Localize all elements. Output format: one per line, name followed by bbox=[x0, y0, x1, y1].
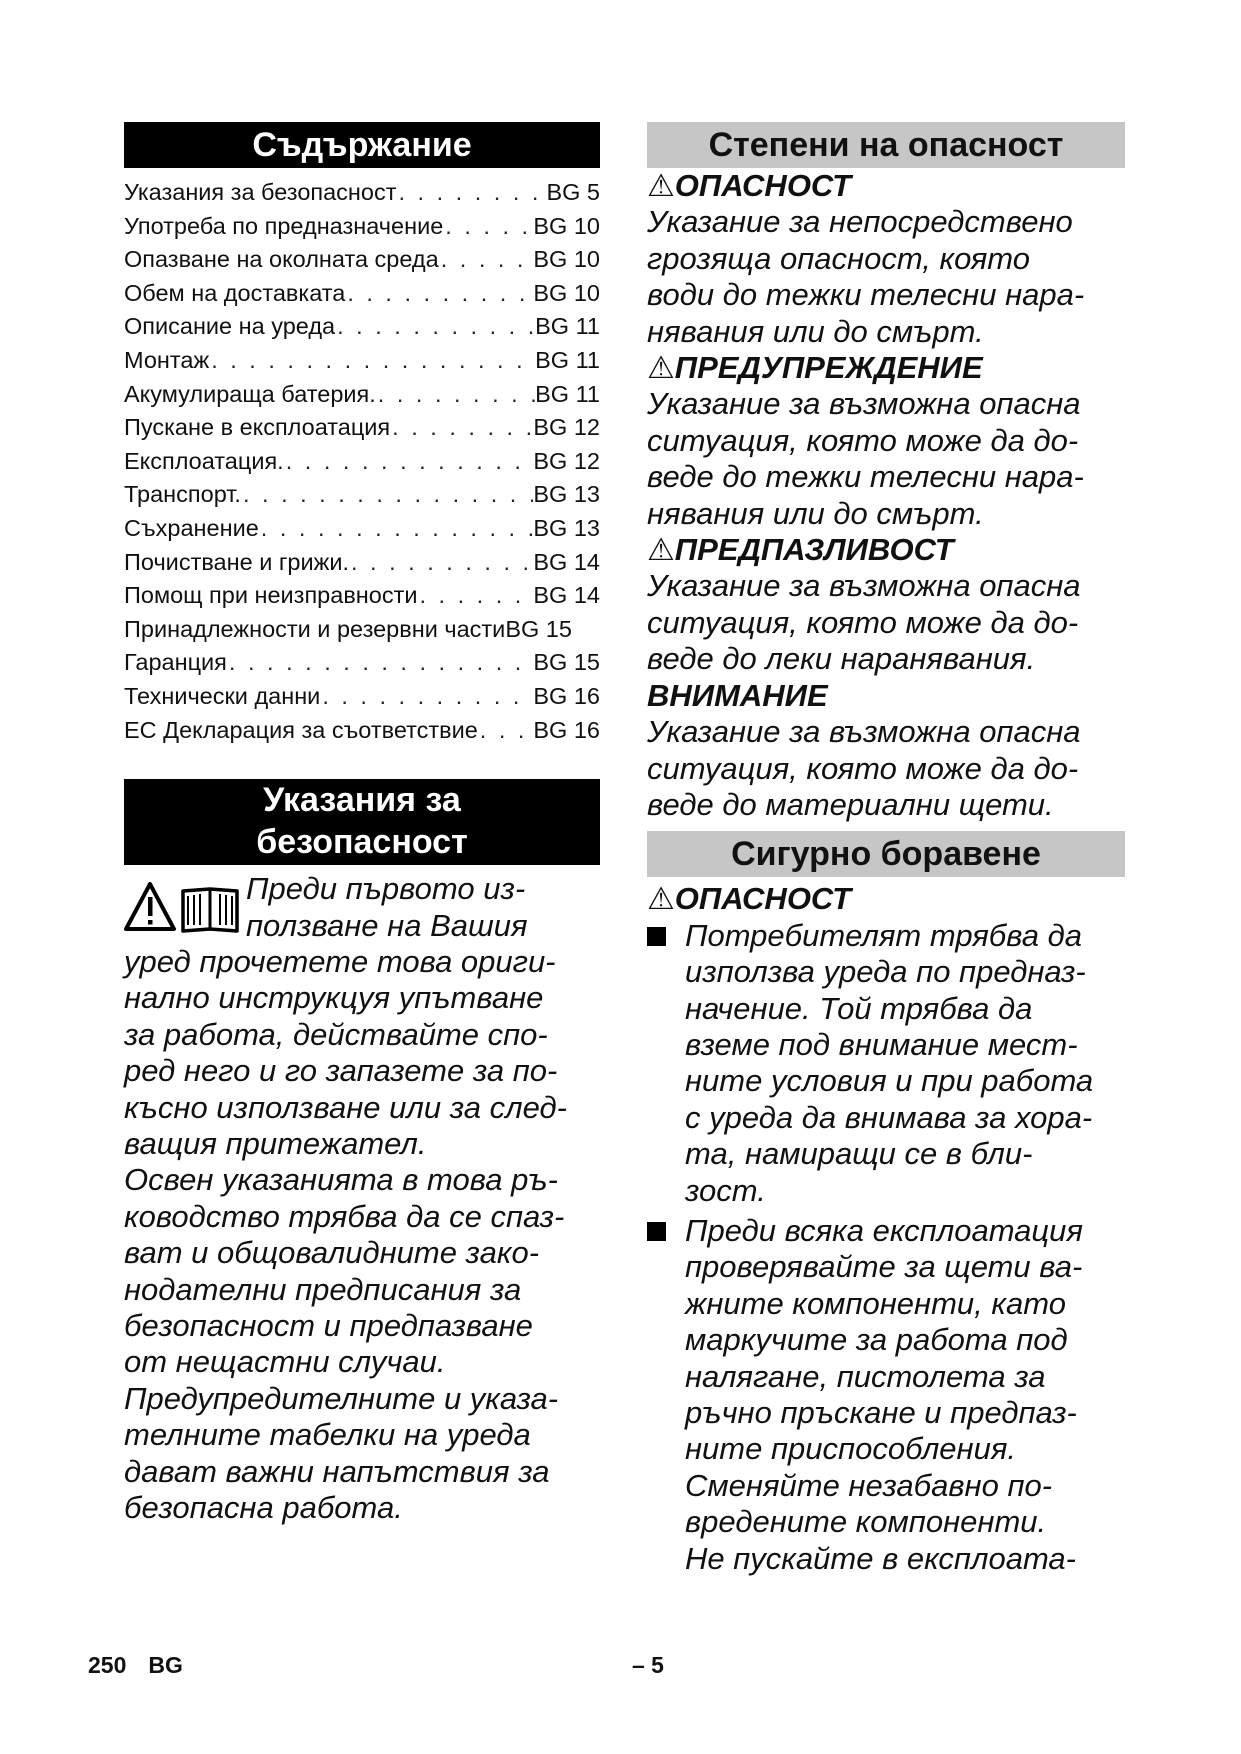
left-column bbox=[124, 122, 600, 1526]
hazard-level-warning: ⚠ПРЕДУПРЕЖДЕНИЕ Указание за възможна опасна ситуация, която може да до- веде до тежки телесни нара- нявания или до смърт. bbox=[647, 350, 1125, 532]
hazard-level-attention: ВНИМАНИЕ Указание за възможна опасна ситуация, която може да до- веде до материални щети. bbox=[647, 678, 1125, 824]
toc-entry[interactable]: Обем на доставката . . . BG 10 bbox=[124, 277, 600, 311]
toc-entry[interactable]: Транспорт. . . . BG 13 bbox=[124, 478, 600, 512]
toc-entry[interactable]: Експлоатация. . . . BG 12 bbox=[124, 445, 600, 479]
hazard-level-caution: ⚠ПРЕДПАЗЛИВОСТ Указание за възможна опасна ситуация, която може да до- веде до леки наранявания. bbox=[647, 532, 1125, 678]
page-footer-left bbox=[88, 1652, 183, 1679]
page-footer-center: – 5 bbox=[632, 1652, 664, 1678]
toc-entry[interactable]: Гаранция . . . BG 15 bbox=[124, 646, 600, 680]
toc-entry[interactable]: Помощ при неизправности . . . BG 14 bbox=[124, 579, 600, 613]
toc-entry[interactable]: Опазване на околната среда . . . BG 10 bbox=[124, 243, 600, 277]
hazard-levels-heading: Степени на опасност bbox=[647, 122, 1125, 168]
list-item: Преди всяка експлоатация проверявайте за щети ва- жните компоненти, като маркучите за работа под налягане, пистолета за ръчно пръскане и предпаз- ните приспособления. Сменяйте незабавно по- вредените компоненти. Не пускайте в експлоата- bbox=[647, 1213, 1125, 1577]
hazard-level-danger: ⚠ОПАСНОСТ Указание за непосредствено грозяща опасност, която води до тежки телесни нара- нявания или до смърт. bbox=[647, 168, 1125, 350]
toc-entry[interactable]: ЕС Декларация за съответствие . . . BG 16 bbox=[124, 714, 600, 748]
toc-entry[interactable]: Съхранение . . . BG 13 bbox=[124, 512, 600, 546]
right-column bbox=[647, 122, 1125, 1577]
table-of-contents bbox=[124, 176, 600, 747]
toc-entry[interactable]: Употреба по предназначение . . . BG 10 bbox=[124, 210, 600, 244]
safety-heading: Указания за безопасност bbox=[124, 779, 600, 865]
list-item: Потребителят трябва да използва уреда по предназ- начение. Той трябва да вземе под внимание мест- ните условия и при работа с уреда да внимава за хора- та, намиращи се в бли- зост. bbox=[647, 918, 1125, 1209]
bullet-square-icon bbox=[647, 918, 685, 1209]
hazard-level-label: ВНИМАНИЕ bbox=[647, 677, 828, 713]
toc-entry[interactable]: Описание на уреда . . . BG 11 bbox=[124, 310, 600, 344]
toc-entry[interactable]: Монтаж . . . BG 11 bbox=[124, 344, 600, 378]
warning-read-manual-icon bbox=[124, 879, 242, 937]
hazard-level-label: ⚠ПРЕДУПРЕЖДЕНИЕ bbox=[647, 350, 983, 386]
warning-triangle-icon: ⚠ bbox=[647, 350, 675, 386]
toc-entry[interactable]: Почистване и грижи. . . . BG 14 bbox=[124, 546, 600, 580]
warning-triangle-icon: ⚠ bbox=[647, 168, 675, 203]
toc-heading: Съдържание bbox=[124, 122, 600, 168]
toc-entry[interactable]: Указания за безопасност . . . BG 5 bbox=[124, 176, 600, 210]
language-code: BG bbox=[148, 1652, 183, 1678]
toc-entry[interactable]: Технически данни . . . BG 16 bbox=[124, 680, 600, 714]
safe-handling-heading: Сигурно боравене bbox=[647, 831, 1125, 877]
warning-triangle-icon: ⚠ bbox=[647, 881, 675, 917]
hazard-level-label: ⚠ОПАСНОСТ bbox=[647, 881, 852, 917]
hazard-level-label: ⚠ОПАСНОСТ bbox=[647, 168, 852, 203]
page-number: 250 bbox=[88, 1652, 127, 1678]
safety-intro: Преди първото из- ползване на Вашия уред прочетете това ориги- нално инструкцуя упътване за работа, действайте спо- ред него и го запазете за по- късно използване или за след- ващия притежател. Освен указанията в това ръ- ководство трябва да се спаз- ват и общовалидните зако- нодателни предписания за безопасност и предпазване от нещастни случаи. Предупредителните и указа- телните табелки на уреда дават важни напътствия за безопасна работа. bbox=[124, 871, 567, 1525]
toc-entry[interactable]: Акумулираща батерия. . . . BG 11 bbox=[124, 378, 600, 412]
hazard-level-label: ⚠ПРЕДПАЗЛИВОСТ bbox=[647, 532, 954, 568]
warning-triangle-icon: ⚠ bbox=[647, 532, 675, 568]
bullet-square-icon bbox=[647, 1213, 685, 1577]
toc-entry[interactable]: Принадлежности и резервни части BG 15 bbox=[124, 615, 572, 642]
toc-entry[interactable]: Пускане в експлоатация . . . BG 12 bbox=[124, 411, 600, 445]
